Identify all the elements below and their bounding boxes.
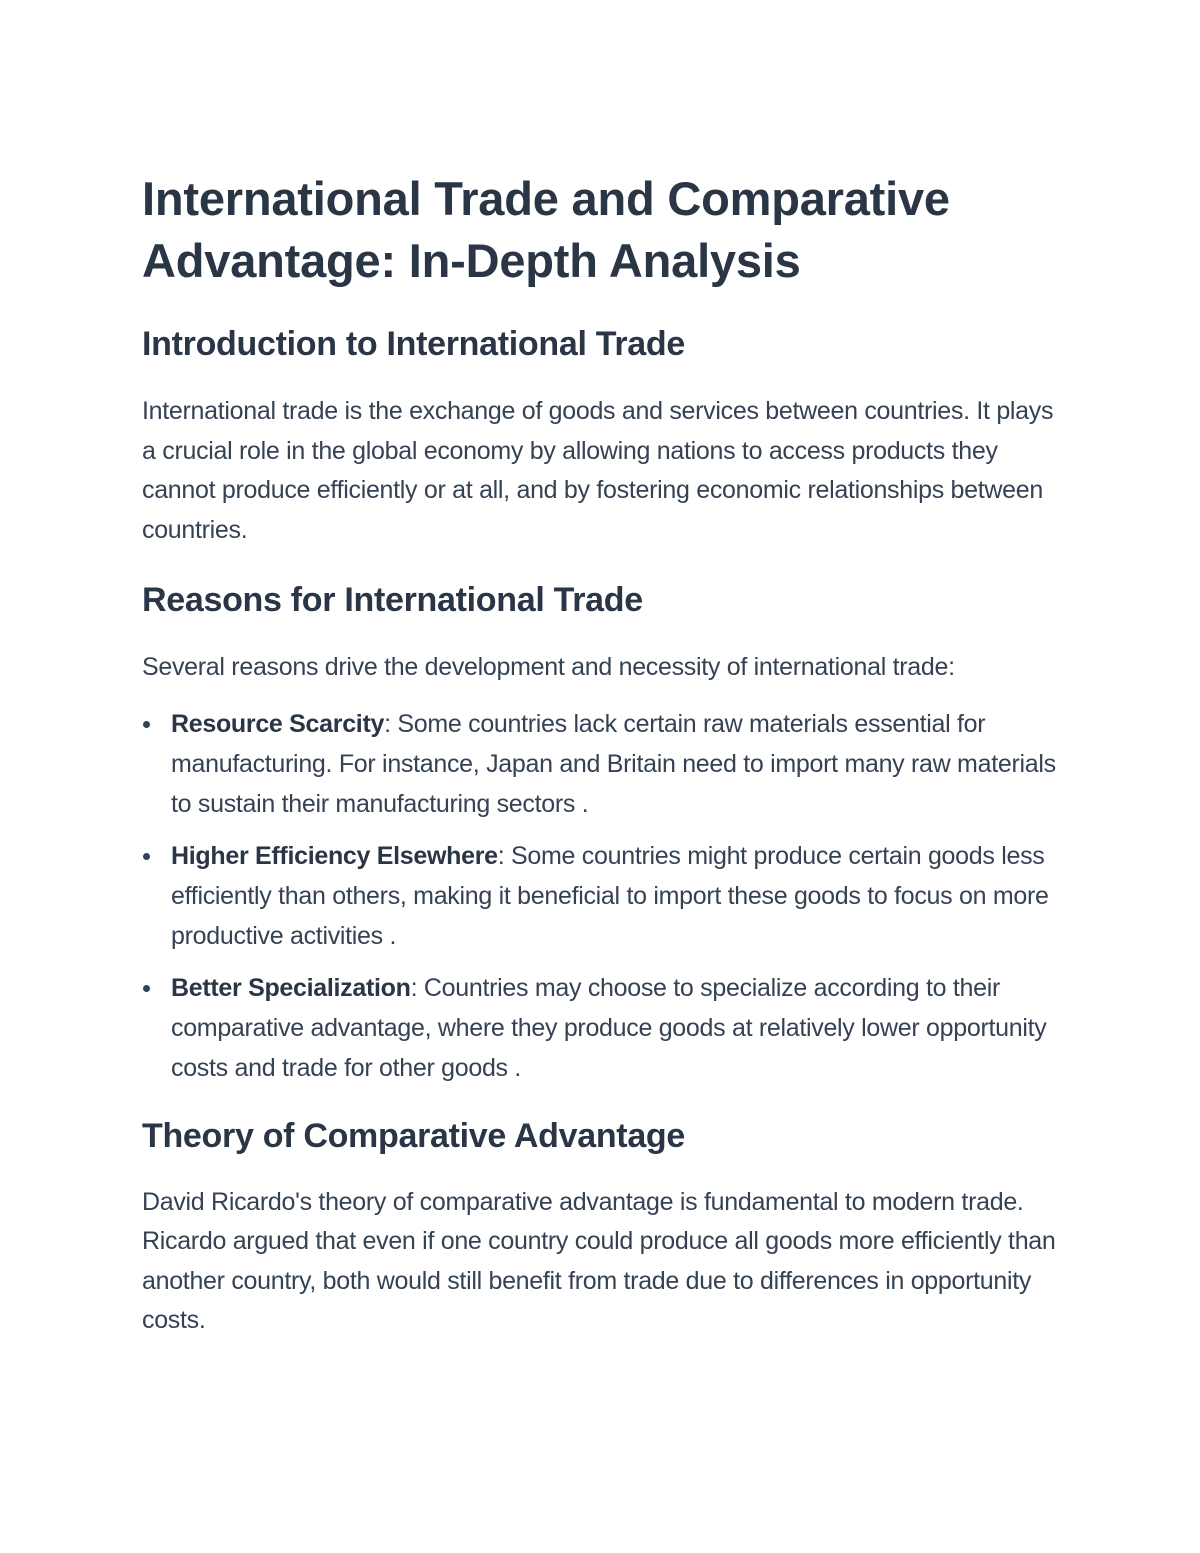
bullet-icon	[143, 985, 150, 992]
list-item-text: : Some countries lack certain raw materials essential for manufacturing. For instance, Japan and Britain need to import many raw materials to sustain their manufacturing sectors .	[171, 709, 1056, 818]
list-item-term: Higher Efficiency Elsewhere	[171, 841, 498, 870]
list-item-term: Resource Scarcity	[171, 709, 385, 738]
section-heading-reasons: Reasons for International Trade	[142, 581, 643, 619]
section-heading-theory: Theory of Comparative Advantage	[142, 1116, 686, 1155]
section-heading-introduction: Introduction to International Trade	[142, 325, 685, 363]
list-item-term: Better Specialization	[171, 973, 411, 1002]
section-paragraph-reasons: Several reasons drive the development and necessity of international trade:	[142, 653, 955, 681]
reasons-list	[142, 704, 1062, 1088]
list-item	[142, 968, 1062, 1088]
list-item	[142, 836, 1062, 956]
bullet-icon	[143, 721, 150, 728]
list-item-text: : Some countries might produce certain goods less efficiently than others, making it beneficial to import these goods to focus on more productive activities .	[171, 841, 1049, 950]
section-paragraph-theory: David Ricardo's theory of comparative advantage is fundamental to modern trade. Ricardo argued that even if one country could produce all goods more efficiently than another country, both would still benefit from trade due to differences in opportunity costs.	[142, 1187, 1056, 1334]
list-item-text: : Countries may choose to specialize according to their comparative advantage, where they produce goods at relatively lower opportunity costs and trade for other goods .	[171, 973, 1047, 1082]
document-page	[142, 168, 1062, 1341]
document-title: International Trade and Comparative Advantage: In-Depth Analysis	[142, 172, 950, 287]
section-paragraph-introduction: International trade is the exchange of goods and services between countries. It plays a crucial role in the global economy by allowing nations to access products they cannot produce efficiently or at all, and by fostering economic relationships between countries.	[142, 397, 1054, 544]
bullet-icon	[143, 853, 150, 860]
list-item	[142, 704, 1062, 824]
